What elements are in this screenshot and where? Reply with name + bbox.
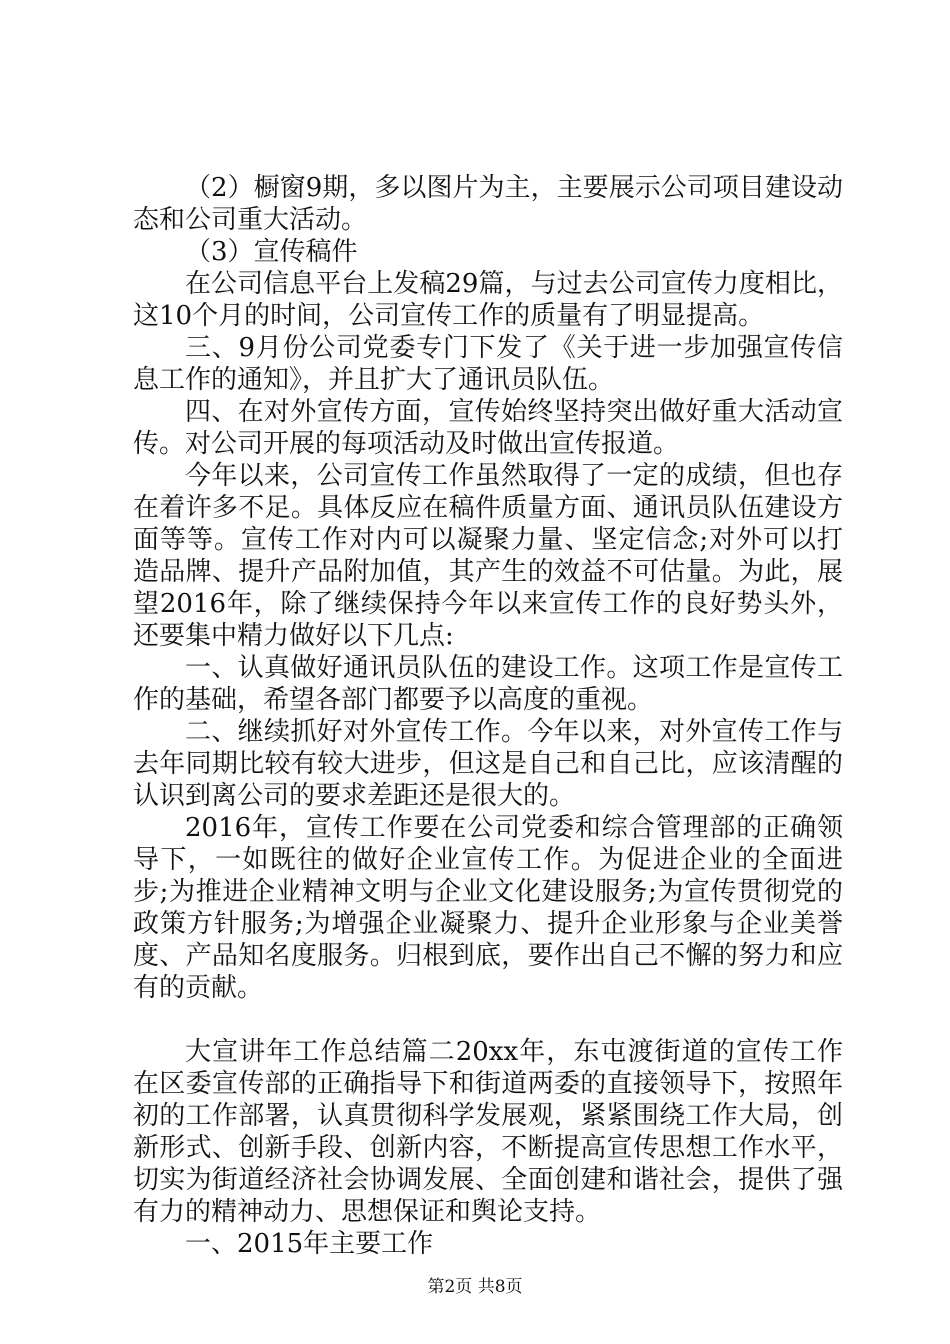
paragraph-main-work-heading: 一、2015年主要工作 — [185, 1229, 434, 1259]
paragraph-window-display: （2）橱窗9期，多以图片为主，主要展示公司项目建设动态和公司重大活动。 — [133, 173, 843, 235]
paragraph-section-four: 四、在对外宣传方面，宣传始终坚持突出做好重大活动宣传。对公司开展的每项活动及时做出宣传报道。 — [133, 397, 843, 459]
paragraph-articles-count: 在公司信息平台上发稿29篇，与过去公司宣传力度相比，这10个月的时间，公司宣传工作的质量有了明显提高。 — [133, 269, 843, 331]
paragraph-shortcomings: 今年以来，公司宣传工作虽然取得了一定的成绩，但也存在着许多不足。具体反应在稿件质量方面、通讯员队伍建设方面等等。宣传工作对内可以凝聚力量、坚定信念;对外可以打造品牌、提升产品附加值，其产生的效益不可估量。为此，展望2016年，除了继续保持今年以来宣传工作的良好势头外，还要集中精力做好以下几点: — [133, 461, 843, 651]
paragraph-outlook-2016: 2016年，宣传工作要在公司党委和综合管理部的正确领导下，一如既往的做好企业宣传工作。为促进企业的全面进步;为推进企业精神文明与企业文化建设服务;为宣传贯彻党的政策方针服务;为增强企业凝聚力、提升企业形象与企业美誉度、产品知名度服务。归根到底，要作出自己不懈的努力和应有的贡献。 — [133, 813, 843, 1003]
paragraph-point-one: 一、认真做好通讯员队伍的建设工作。这项工作是宣传工作的基础，希望各部门都要予以高度的重视。 — [133, 653, 843, 715]
document-body — [133, 172, 843, 1260]
paragraph-summary-part-two: 大宣讲年工作总结篇二20xx年，东屯渡街道的宣传工作在区委宣传部的正确指导下和街道两委的直接领导下，按照年初的工作部署，认真贯彻科学发展观，紧紧围绕工作大局，创新形式、创新手段、创新内容，不断提高宣传思想工作水平，切实为街道经济社会协调发展、全面创建和谐社会，提供了强有力的精神动力、思想保证和舆论支持。 — [133, 1037, 843, 1227]
paragraph-section-three: 三、9月份公司党委专门下发了《关于进一步加强宣传信息工作的通知》，并且扩大了通讯员队伍。 — [133, 333, 843, 395]
page-footer: 第2页 共8页 — [427, 1277, 523, 1297]
paragraph-spacer — [133, 1004, 843, 1036]
paragraph-point-two: 二、继续抓好对外宣传工作。今年以来，对外宣传工作与去年同期比较有较大进步，但这是自己和自己比，应该清醒的认识到离公司的要求差距还是很大的。 — [133, 717, 843, 811]
paragraph-articles-heading: （3）宣传稿件 — [185, 237, 358, 267]
